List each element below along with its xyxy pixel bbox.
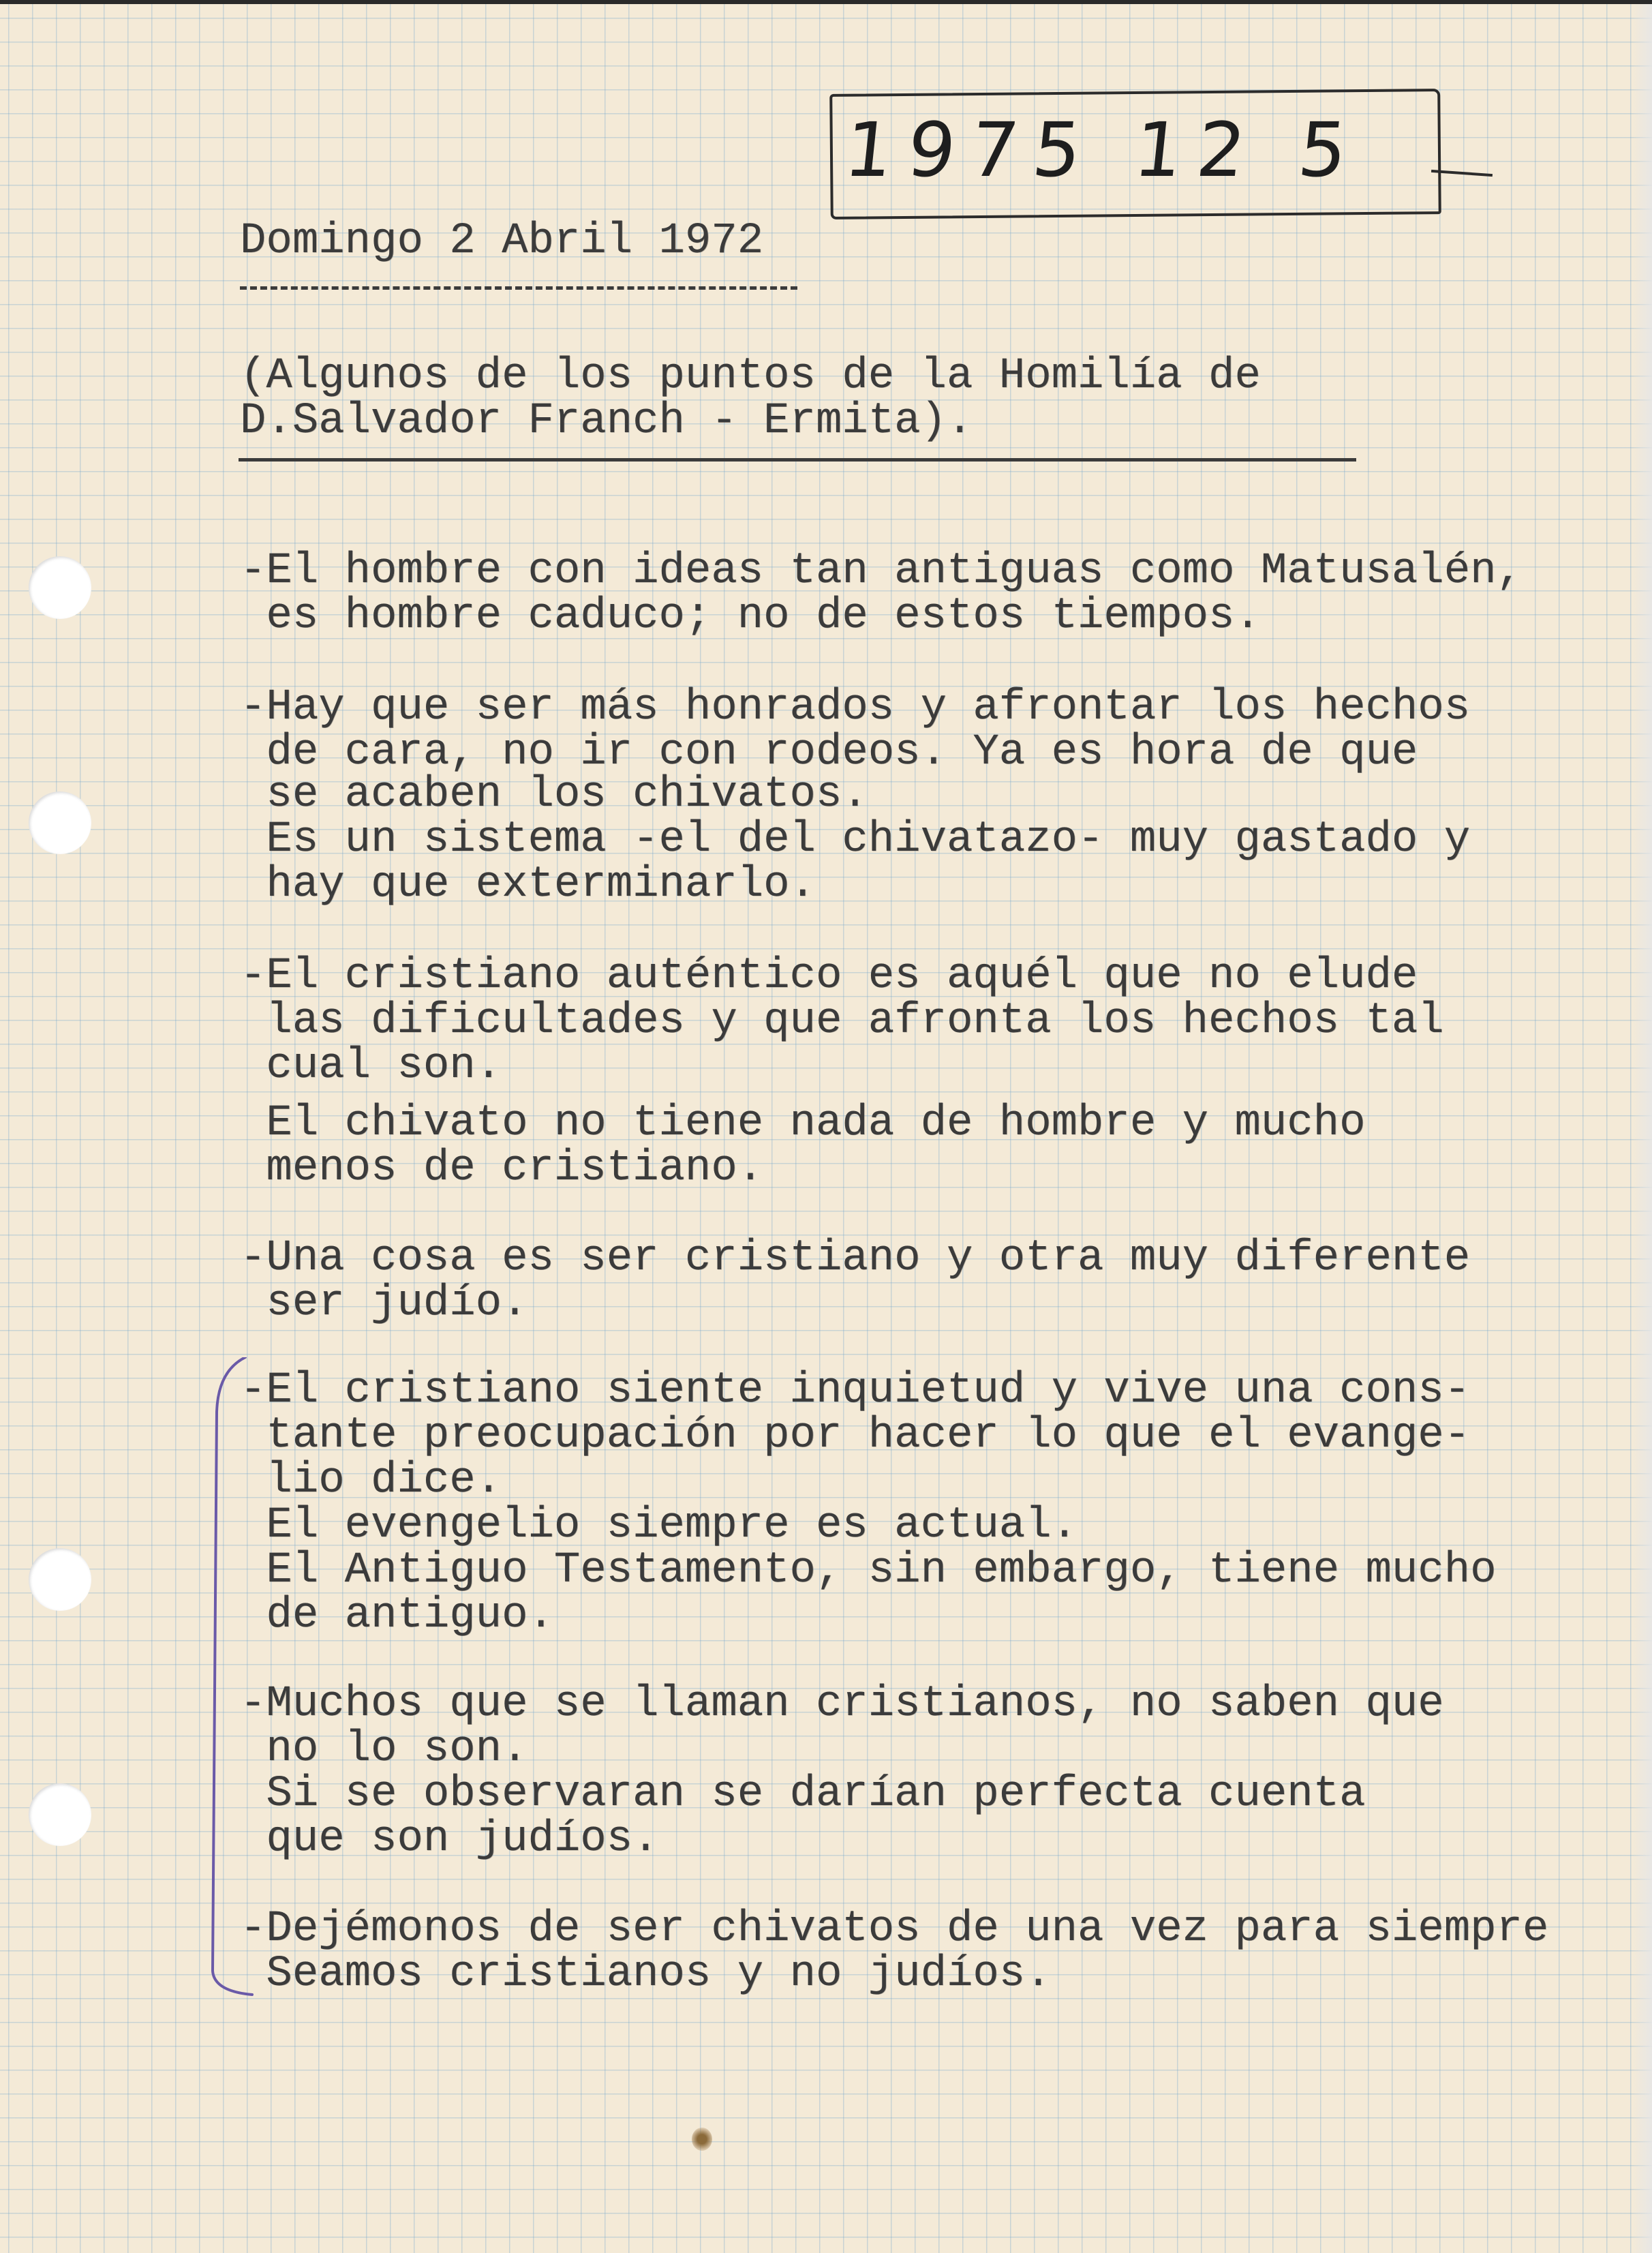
point-line: ser judío. — [240, 1279, 528, 1328]
point-line: de cara, no ir con rodeos. Ya es hora de que — [240, 728, 1418, 777]
punch-hole-1 — [29, 556, 91, 619]
point-line: Seamos cristianos y no judíos. — [240, 1950, 1052, 1999]
date-underline — [240, 286, 797, 290]
document-subtitle-line-1: (Algunos de los puntos de la Homilía de — [240, 352, 1261, 401]
point-line: -El cristiano auténtico es aquél que no elude — [240, 952, 1418, 1001]
point-line: menos de cristiano. — [240, 1144, 764, 1193]
subtitle-underline — [239, 458, 1356, 462]
point-line: no lo son. — [240, 1725, 528, 1774]
punch-hole-4 — [29, 1783, 91, 1846]
point-line: El evengelio siempre es actual. — [240, 1501, 1077, 1550]
point-line: -Una cosa es ser cristiano y otra muy diferente — [240, 1234, 1471, 1283]
page-edge-shadow — [1632, 4, 1652, 2253]
point-line: -Hay que ser más honrados y afrontar los hechos — [240, 683, 1471, 732]
document-date: Domingo 2 Abril 1972 — [240, 217, 764, 266]
document-subtitle-line-2: D.Salvador Franch - Ermita). — [240, 397, 973, 446]
paper-stain — [692, 2128, 712, 2151]
point-line: las dificultades y que afronta los hechos tal — [240, 997, 1444, 1046]
archive-stamp-number: 1975 12 5 — [840, 106, 1366, 194]
punch-hole-3 — [29, 1548, 91, 1611]
point-line: Si se observaran se darían perfecta cuenta — [240, 1770, 1366, 1819]
point-line: hay que exterminarlo. — [240, 860, 816, 909]
point-line: tante preocupación por hacer lo que el evange- — [240, 1411, 1471, 1460]
point-line: -El hombre con ideas tan antiguas como Matusalén, — [240, 547, 1523, 596]
point-line: lio dice. — [240, 1456, 502, 1505]
point-line: que son judíos. — [240, 1815, 659, 1864]
point-line: se acaben los chivatos. — [240, 770, 868, 819]
point-line: -Dejémonos de ser chivatos de una vez para siempre — [240, 1905, 1549, 1954]
point-line: cual son. — [240, 1042, 502, 1091]
point-line: El chivato no tiene nada de hombre y mucho — [240, 1099, 1366, 1148]
punch-hole-2 — [29, 791, 91, 854]
point-line: Es un sistema -el del chivatazo- muy gastado y — [240, 815, 1471, 864]
point-line: es hombre caduco; no de estos tiempos. — [240, 592, 1261, 641]
pencil-margin-bracket — [204, 1357, 259, 1998]
point-line: -Muchos que se llaman cristianos, no saben que — [240, 1680, 1444, 1729]
point-line: de antiguo. — [240, 1591, 554, 1640]
point-line: -El cristiano siente inquietud y vive una cons- — [240, 1366, 1471, 1415]
point-line: El Antiguo Testamento, sin embargo, tiene mucho — [240, 1546, 1497, 1595]
